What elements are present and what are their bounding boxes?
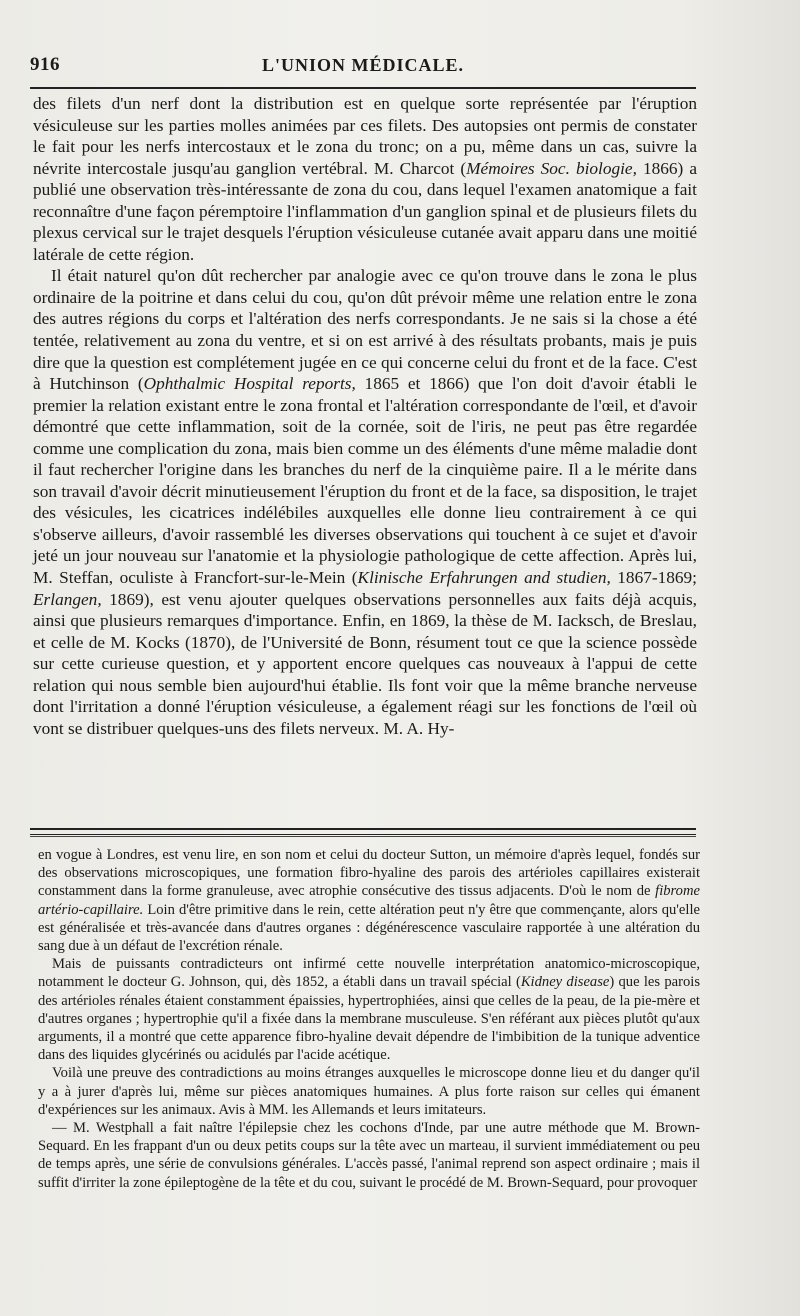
running-title: L'UNION MÉDICALE. [261,55,465,75]
citation: Kidney disease [520,974,610,991]
paragraph: Mais de puissants contradicteurs ont infirmé cette nouvelle interprétation anatomico-microscopique, notamment le docteur G. Johnson, qui, dès 1852, a établi dans un travail spécial (Kidney disease) que les parois des artérioles rénales étaient constamment épaissies, hypertrophiées, ainsi que celles de la peau, de la pie-mère et d'autres organes ; hypertrophie qu'il a fixée dans la membrane musculeuse. S'en référant aux pièces plutôt qu'aux arguments, il a montré que cette apparence fibro-hyaline devait dépendre de l'imbibition de la tunique adventice dans des liquides glycérinés ou acidulés par l'acide acétique. [38,956,700,1064]
citation: Mémoires Soc. biologie, [466,158,637,178]
paragraph: en vogue à Londres, est venu lire, en son nom et celui du docteur Sutton, un mémoire d'après lequel, fondés sur des observations microscopiques, une formation fibro-hyaline des parois des artérioles capillaires existerait constamment dans la forme granuleuse, avec atrophie consécutive des tissus adjacents. D'où le nom de fibrome artério-capillaire. Loin d'être primitive dans le rein, cette altération peut n'y être que commençante, alors qu'elle est généralisée et très-avancée dans d'autres organes : dégénérescence vasculaire rapportée à une altération du sang due à un défaut de l'excrétion rénale. [38,847,700,955]
feuilleton-text [38,846,700,1192]
paragraph: — M. Westphall a fait naître l'épilepsie chez les cochons d'Inde, par une autre méthode que M. Brown-Sequard. En les frappant d'un ou deux petits coups sur la tête avec un marteau, il survient immédiatement ou peu de temps après, une série de convulsions générales. L'accès passé, l'animal reprend son aspect ordinaire ; mais il suffit d'irriter la zone épileptogène de la tête et du cou, suivant le procédé de M. Brown-Sequard, pour provoquer [38,1120,700,1191]
section-divider-thin [30,836,696,837]
citation: Erlangen, [33,589,102,609]
term: fibrome artério-capillaire. [38,883,700,918]
paragraph: Voilà une preuve des contradictions au moins étranges auxquelles le microscope donne lieu et du danger qu'il y a à jurer d'après lui, même sur pièces anatomiques humaines. A plus forte raison sur celles qui émanent d'expériences sur les animaux. Avis à MM. les Allemands et leurs imitateurs. [38,1065,700,1118]
page-header [30,54,696,82]
main-text [33,93,697,739]
citation: Ophthalmic Hospital reports, [143,374,356,394]
citation: Klinische Erfahrungen and studien, [357,568,611,588]
page-number: 916 [30,54,60,75]
section-divider [30,828,696,835]
paragraph: des filets d'un nerf dont la distribution est en quelque sorte représentée par l'éruption vésiculeuse sur les parties molles animées par ces filets. Des autopsies ont permis de constater le fait pour les nerfs intercostaux et le zona du tronc; on a pu, même dans un cas, suivre la névrite intercostale jusqu'au ganglion vertébral. M. Charcot (Mémoires Soc. biologie, 1866) a publié une observation très-intéressante de zona du cou, dans lequel l'examen anatomique a fait reconnaître d'une façon péremptoire l'inflammation d'un ganglion spinal et de plusieurs filets du plexus cervical sur le trajet desquels l'éruption vésiculeuse cutanée avait apparu dans une moitié latérale de cette région. [33,94,697,264]
header-rule [30,87,696,89]
paragraph: Il était naturel qu'on dût rechercher par analogie avec ce qu'on trouve dans le zona le plus ordinaire de la poitrine et dans celui du cou, qu'on dût prévoir même une relation entre le zona des autres régions du corps et l'altération des nerfs correspondants. Je ne sais si la chose a été tentée, relativement au zona du ventre, et si on est arrivé à des résultats probants, mais je puis dire que la question est complétement jugée en ce qui concerne celui du front et de la face. C'est à Hutchinson (Ophthalmic Hospital reports, 1865 et 1866) que l'on doit d'avoir établi le premier la relation existant entre le zona frontal et l'altération correspondante de l'œil, et d'avoir démontré que cette inflammation, soit de la cornée, soit de l'iris, ne peut pas être regardée comme une complication du zona, mais bien comme un des éléments d'une même maladie dont il faut rechercher l'origine dans les branches du nerf de la cinquième paire. Il a le mérite dans son travail d'avoir décrit minutieusement l'éruption du front et de la face, sa disposition, le trajet des vésicules, les cicatrices indélébiles auxquelles elle donne lieu contrairement à ce qui s'observe ailleurs, d'avoir rassemblé les diverses observations qui touchent à ce sujet et d'avoir jeté un jour nouveau sur l'anatomie et la physiologie pathologique de cette affection. Après lui, M. Steffan, oculiste à Francfort-sur-le-Mein (Klinische Erfahrungen and studien, 1867-1869; Erlangen, 1869), est venu ajouter quelques observations personnelles aux faits déjà acquis, ainsi que plusieurs remarques d'importance. Enfin, en 1869, la thèse de M. Iacksch, de Breslau, et celle de M. Kocks (1870), de l'Université de Bonn, résument tout ce que la science possède sur cette curieuse question, et y apportent encore quelques cas nouveaux à l'appui de cette relation qui nous semble bien aujourd'hui établie. Ils font voir que la même branche nerveuse dont l'irritation a donné l'éruption vésiculeuse, a également réagi sur les fonctions de l'œil où vont se distribuer quelques-uns des filets nerveux. M. A. Hy- [33,266,697,738]
